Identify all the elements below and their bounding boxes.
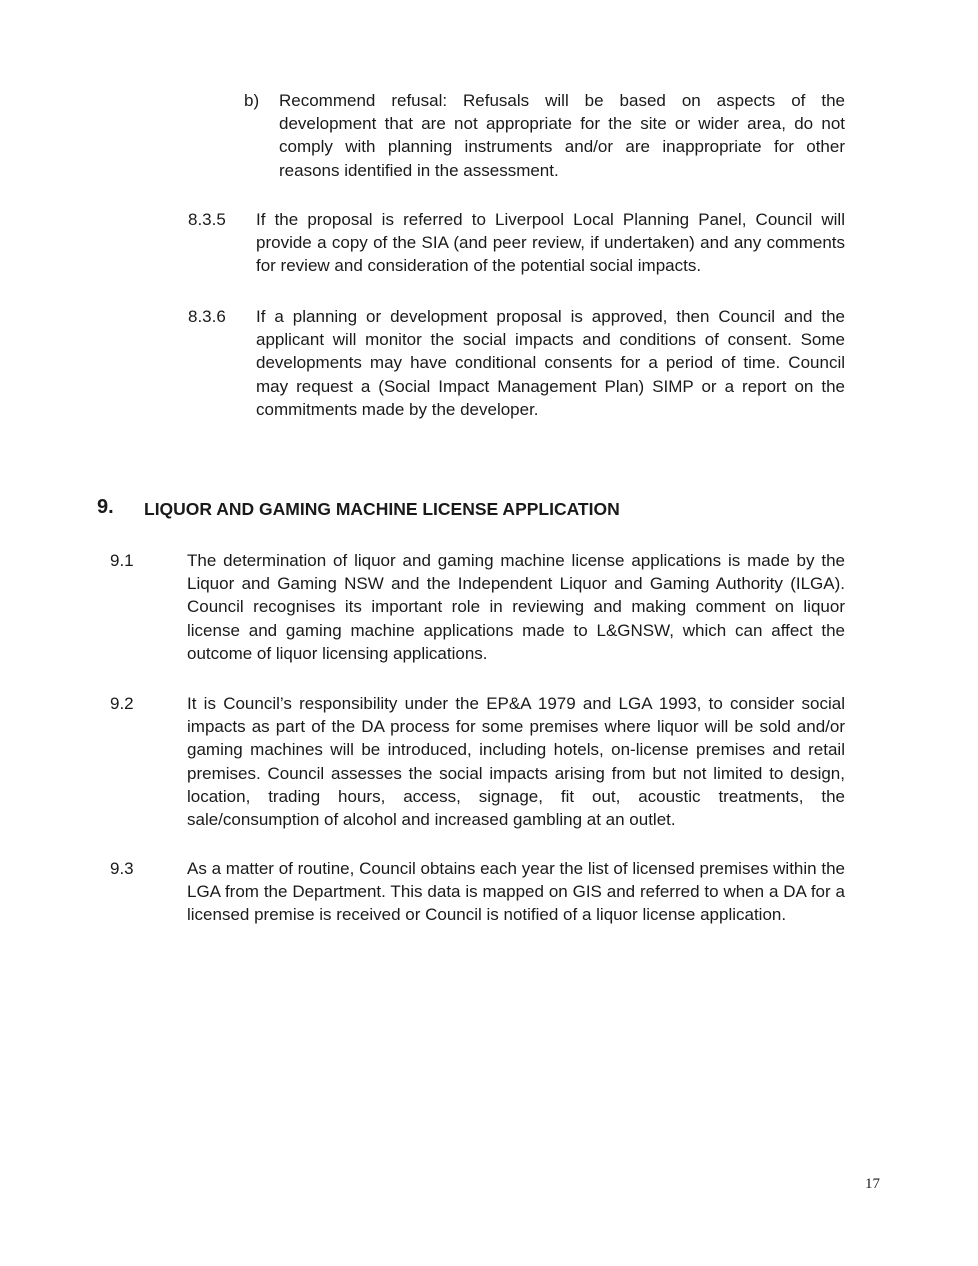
list-marker-b: b) <box>244 91 260 110</box>
item-b-text: Recommend refusal: Refusals will be based on aspects of the development that are not appropriate for the site or wider area, do not comply with planning instruments and/or are inappropriate for other reasons identified in the assessment. <box>279 91 845 180</box>
clause-8-3-5-number: 8.3.5 <box>188 210 226 229</box>
clause-9-3-number: 9.3 <box>110 859 134 878</box>
section-9-title: LIQUOR AND GAMING MACHINE LICENSE APPLICATION <box>144 499 620 519</box>
section-9-number: 9. <box>97 496 114 518</box>
clause-8-3-6-text: If a planning or development proposal is approved, then Council and the applicant will monitor the social impacts and conditions of consent. Some developments may have conditional consents for a period of time. Council may request a (Social Impact Management Plan) SIMP or a report on the commitments made by the developer. <box>256 307 845 419</box>
clause-8-3-5-text: If the proposal is referred to Liverpool Local Planning Panel, Council will provide a copy of the SIA (and peer review, if undertaken) and any comments for review and consideration of the potential social impacts. <box>256 210 845 276</box>
clause-9-2-text: It is Council’s responsibility under the EP&A 1979 and LGA 1993, to consider social impacts as part of the DA process for some premises where liquor will be sold and/or gaming machines will be introduced, including hotels, on-license premises and retail premises. Council assesses the social impacts arising from but not limited to design, location, trading hours, access, signage, fit out, acoustic treatments, the sale/consumption of alcohol and increased gambling at an outlet. <box>187 694 845 830</box>
clause-8-3-6-number: 8.3.6 <box>188 307 226 326</box>
clause-9-1-number: 9.1 <box>110 551 134 570</box>
clause-9-1-text: The determination of liquor and gaming machine license applications is made by the Liquor and Gaming NSW and the Independent Liquor and Gaming Authority (ILGA). Council recognises its important role in reviewing and making comment on liquor license and gaming machine applications made to L&GNSW, which can affect the outcome of liquor licensing applications. <box>187 551 845 663</box>
clause-9-2-number: 9.2 <box>110 694 134 713</box>
clause-9-3-text: As a matter of routine, Council obtains each year the list of licensed premises within the LGA from the Department. This data is mapped on GIS and referred to when a DA for a licensed premise is received or Council is notified of a liquor license application. <box>187 859 845 925</box>
page-number: 17 <box>865 1176 880 1192</box>
